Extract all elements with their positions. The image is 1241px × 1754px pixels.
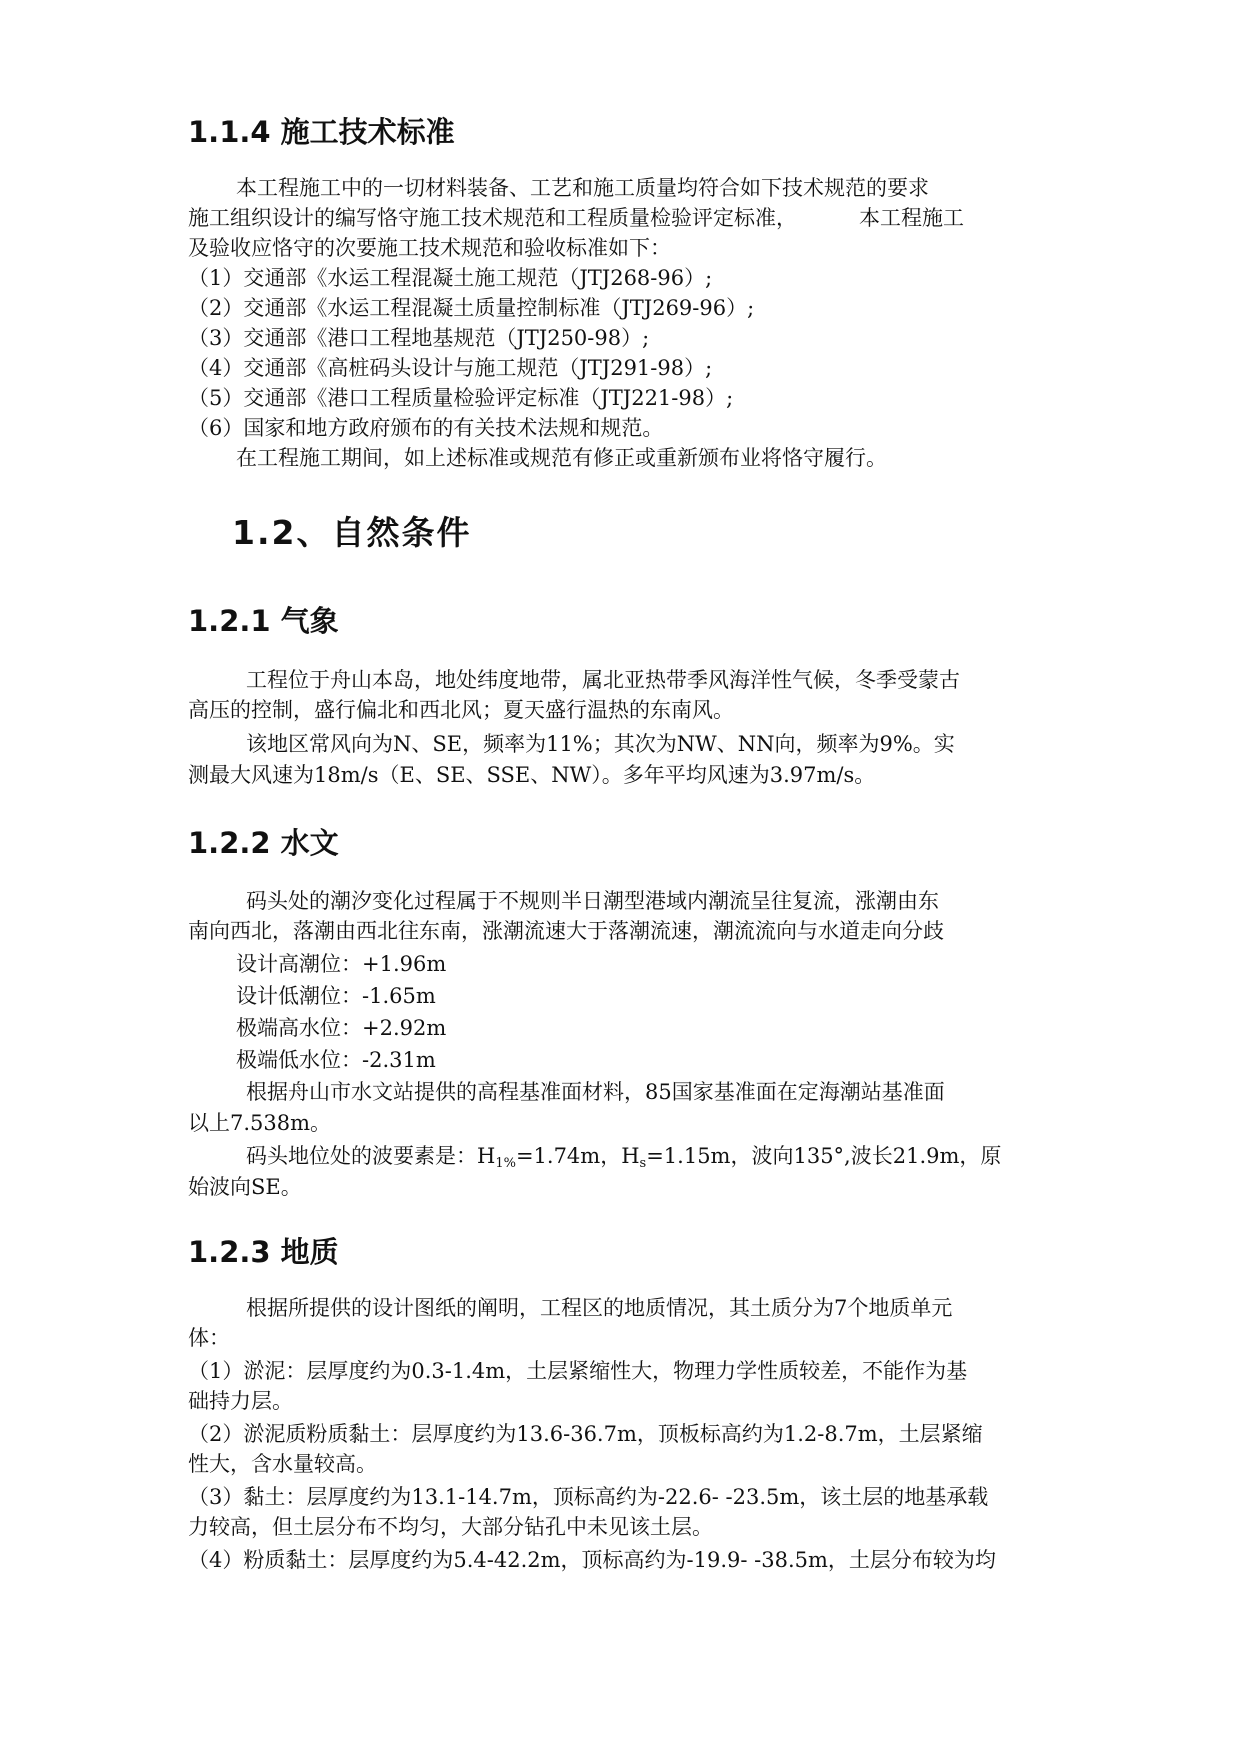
paragraph-fragment: 施工组织设计的编写恪守施工技术规范和工程质量检验评定标准， <box>188 206 797 230</box>
list-item-continuation: 础持力层。 <box>188 1389 293 1413</box>
paragraph-line: 根据所提供的设计图纸的阐明，工程区的地质情况，其土质分为7个地质单元 <box>246 1296 953 1320</box>
tide-level-line: 极端高水位：+2.92m <box>236 1016 447 1040</box>
paragraph-line: 及验收应恪守的次要施工技术规范和验收标准如下： <box>188 236 671 260</box>
heading-1-1-4: 1.1.4 施工技术标准 <box>188 115 455 149</box>
heading-1-2: 1.2、自然条件 <box>232 513 472 552</box>
paragraph-line: 根据舟山市水文站提供的高程基准面材料，85国家基准面在定海潮站基准面 <box>246 1080 945 1104</box>
wave-subscript: s <box>639 1156 647 1171</box>
heading-1-2-1: 1.2.1 气象 <box>188 604 339 638</box>
paragraph-line: 高压的控制，盛行偏北和西北风；夏天盛行温热的东南风。 <box>188 698 734 722</box>
list-item: （5）交通部《港口工程质量检验评定标准（JTJ221-98）; <box>188 386 734 410</box>
wave-elements-line <box>246 1141 1001 1179</box>
list-item: （1）淤泥：层厚度约为0.3-1.4m，土层紧缩性大，物理力学性质较差，不能作为基 <box>188 1359 968 1383</box>
tide-level-line: 设计低潮位：-1.65m <box>236 984 436 1008</box>
tide-level-line: 设计高潮位：+1.96m <box>236 952 447 976</box>
list-item: （2）淤泥质粉质黏土：层厚度约为13.6-36.7m，顶板标高约为1.2-8.7m，土层紧缩 <box>188 1422 983 1446</box>
paragraph-line: 码头处的潮汐变化过程属于不规则半日潮型港域内潮流呈往复流，涨潮由东 <box>246 889 939 913</box>
paragraph-line <box>188 203 964 233</box>
list-item: （4）交通部《高桩码头设计与施工规范（JTJ291-98）; <box>188 356 713 380</box>
heading-1-2-3: 1.2.3 地质 <box>188 1235 339 1269</box>
heading-1-2-2: 1.2.2 水文 <box>188 826 339 860</box>
list-item: （6）国家和地方政府颁布的有关技术法规和规范。 <box>188 416 664 440</box>
paragraph-fragment: 本工程施工 <box>859 206 964 230</box>
list-item-continuation: 性大，含水量较高。 <box>188 1452 377 1476</box>
wave-text: =1.15m，波向135°,波长21.9m，原 <box>646 1144 1002 1168</box>
paragraph-line: 以上7.538m。 <box>188 1111 332 1135</box>
list-item: （3）黏土：层厚度约为13.1-14.7m，顶标高约为-22.6- -23.5m，该土层的地基承载 <box>188 1485 989 1509</box>
paragraph-line: 工程位于舟山本岛，地处纬度地带，属北亚热带季风海洋性气候，冬季受蒙古 <box>246 668 960 692</box>
paragraph-line: 始波向SE。 <box>188 1175 302 1199</box>
list-item: （4）粉质黏土：层厚度约为5.4-42.2m，顶标高约为-19.9- -38.5m，土层分布较为均 <box>188 1548 996 1572</box>
list-item: （3）交通部《港口工程地基规范（JTJ250-98）; <box>188 326 650 350</box>
wave-subscript: 1% <box>495 1156 516 1171</box>
paragraph-line: 该地区常风向为N、SE，频率为11%；其次为NW、NN向，频率为9%。实 <box>246 732 955 756</box>
paragraph-line: 在工程施工期间，如上述标准或规范有修正或重新颁布业将恪守履行。 <box>236 446 887 470</box>
tide-level-line: 极端低水位：-2.31m <box>236 1048 436 1072</box>
list-item-continuation: 力较高，但土层分布不均匀，大部分钻孔中未见该土层。 <box>188 1515 713 1539</box>
paragraph-line: 测最大风速为18m/s（E、SE、SSE、NW）。多年平均风速为3.97m/s。 <box>188 763 876 787</box>
paragraph-line: 体： <box>188 1326 230 1350</box>
paragraph-line: 本工程施工中的一切材料装备、工艺和施工质量均符合如下技术规范的要求 <box>236 176 929 200</box>
list-item: （1）交通部《水运工程混凝土施工规范（JTJ268-96）; <box>188 266 713 290</box>
paragraph-line: 南向西北，落潮由西北往东南，涨潮流速大于落潮流速，潮流流向与水道走向分歧 <box>188 919 944 943</box>
wave-text: =1.74m，H <box>515 1144 640 1168</box>
wave-text: 码头地位处的波要素是：H <box>246 1144 496 1168</box>
list-item: （2）交通部《水运工程混凝土质量控制标准（JTJ269-96）; <box>188 296 755 320</box>
